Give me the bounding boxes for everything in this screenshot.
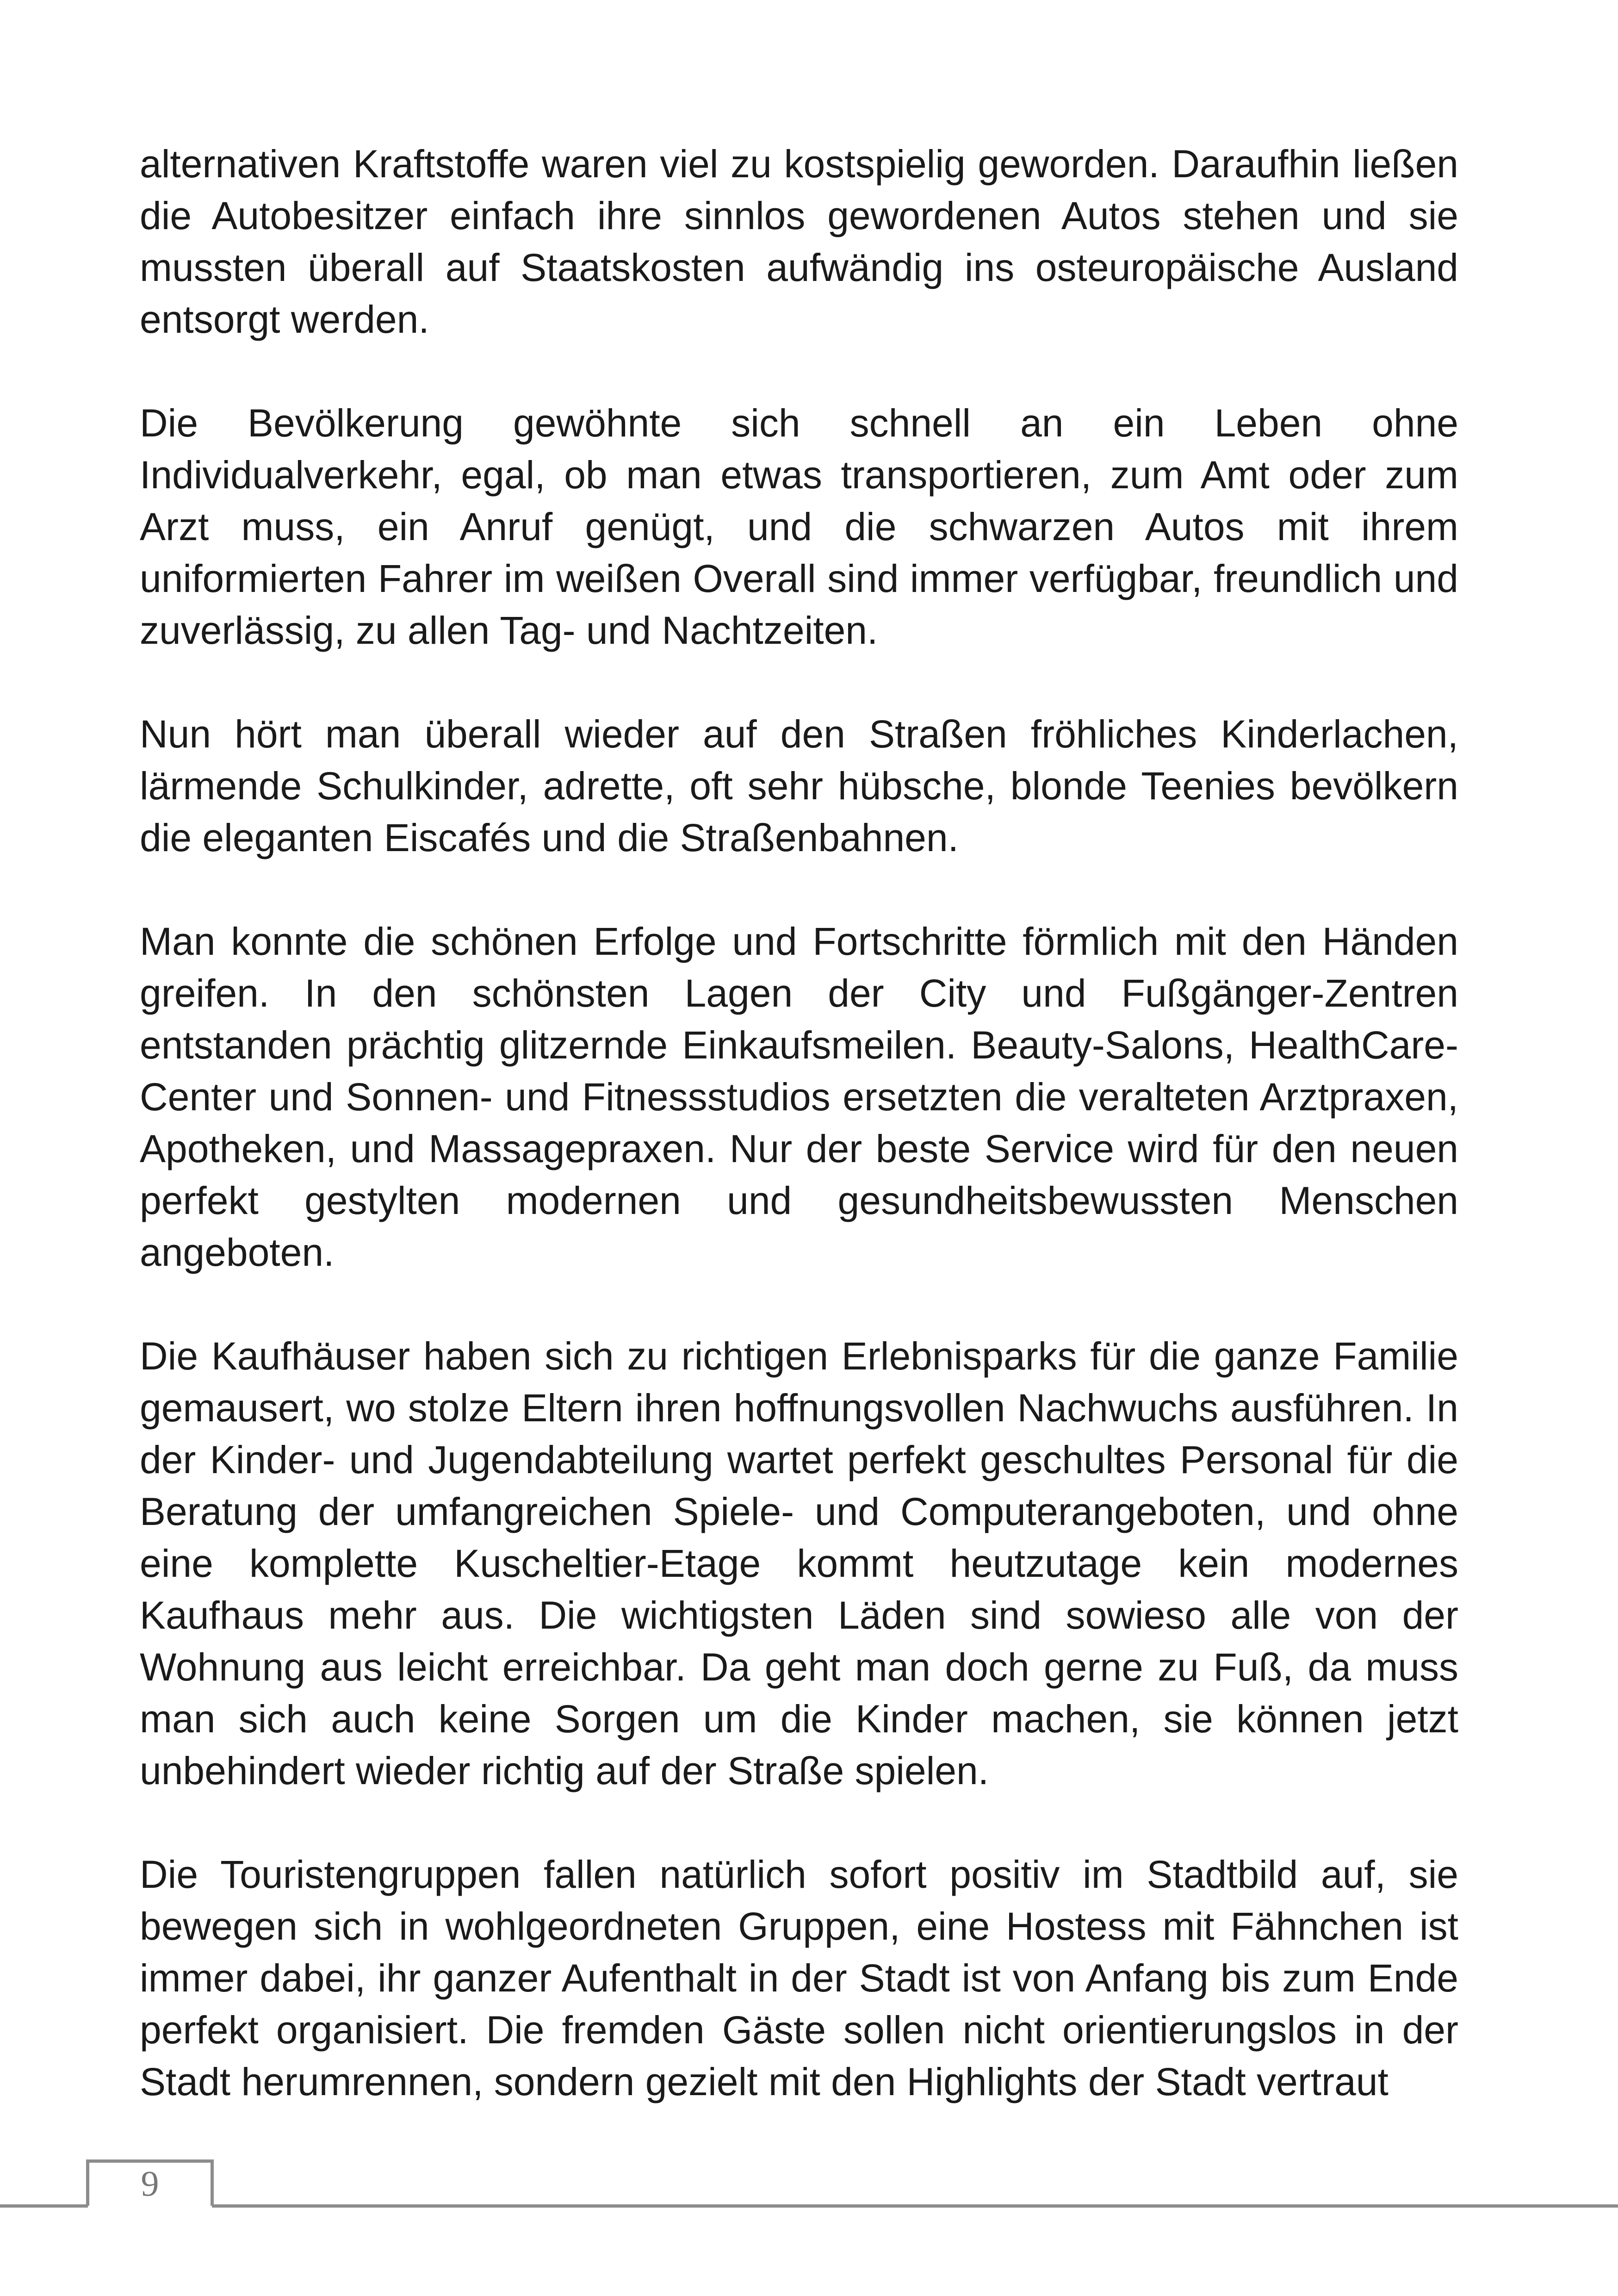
paragraph-3: Nun hört man überall wieder auf den Straßen fröhliches Kinderlachen, lärmende Schulkinder, adrette, oft sehr hübsche, blonde Teenies bevölkern die eleganten Eiscafés und die Straßenbahnen.: [140, 712, 1458, 859]
paragraph-6: Die Touristengruppen fallen natürlich sofort positiv im Stadtbild auf, sie bewegen sich in wohlgeordneten Gruppen, eine Hostess mit Fähnchen ist immer dabei, ihr ganzer Aufenthalt in der Stadt ist von Anfang bis zum Ende perfekt organisiert. Die fremden Gäste sollen nicht orientierungslos in der Stadt herumrennen, sondern gezielt mit den Highlights der Stadt vertraut: [140, 1853, 1458, 2103]
footer-rule-left: [0, 2204, 88, 2208]
paragraph-1: alternativen Kraftstoffe waren viel zu kostspielig geworden. Daraufhin ließen die Autobesitzer einfach ihre sinnlos gewordenen Autos stehen und sie mussten überall auf Staatskosten aufwändig ins osteuropäische Ausland entsorgt werden.: [140, 142, 1458, 341]
paragraph-2: Die Bevölkerung gewöhnte sich schnell an ein Leben ohne Individualverkehr, egal, ob man etwas transportieren, zum Amt oder zum Arzt muss, ein Anruf genügt, und die schwarzen Autos mit ihrem uniformierten Fahrer im weißen Overall sind immer verfügbar, freundlich und zuverlässig, zu allen Tag- und Nachtzeiten.: [140, 401, 1458, 652]
paragraph-4: Man konnte die schönen Erfolge und Fortschritte förmlich mit den Händen greifen. In den schönsten Lagen der City und Fußgänger-Zentren entstanden prächtig glitzernde Einkaufsmeilen. Beauty-Salons, HealthCare-Center und Sonnen- und Fitnessstudios ersetzten die veralteten Arztpraxen, Apotheken, und Massagepraxen. Nur der beste Service wird für den neuen perfekt gestylten modernen und gesundheitsbewussten Menschen angeboten.: [140, 920, 1458, 1274]
paragraph-5: Die Kaufhäuser haben sich zu richtigen Erlebnisparks für die ganze Familie gemausert, wo stolze Eltern ihren hoffnungsvollen Nachwuchs ausführen. In der Kinder- und Jugendabteilung wartet perfekt geschultes Personal für die Beratung der umfangreichen Spiele- und Computerangeboten, und ohne eine komplette Kuscheltier-Etage kommt heutzutage kein modernes Kaufhaus mehr aus. Die wichtigsten Läden sind sowieso alle von der Wohnung aus leicht erreichbar. Da geht man doch gerne zu Fuß, da muss man sich auch keine Sorgen um die Kinder machen, sie können jetzt unbehindert wieder richtig auf der Straße spielen.: [140, 1334, 1458, 1792]
body-text: [140, 138, 1458, 2108]
page-number: 9: [141, 2163, 159, 2203]
footer-rule-right: [212, 2204, 1618, 2208]
